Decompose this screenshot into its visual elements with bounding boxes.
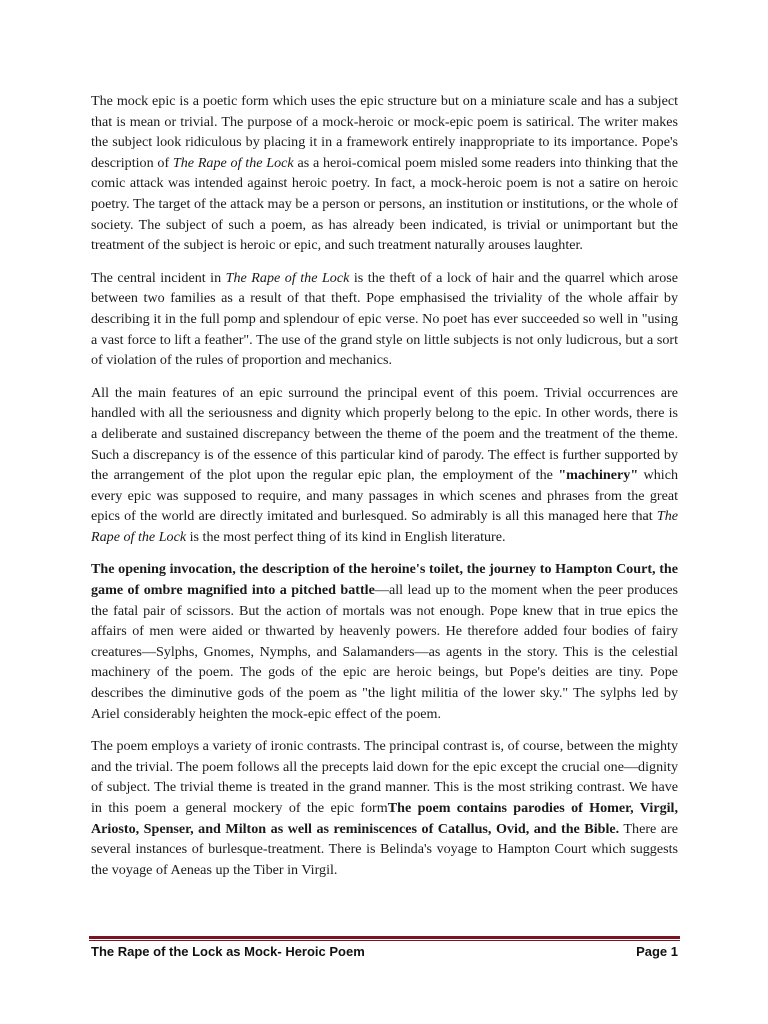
paragraph: [91, 268, 678, 371]
page-footer: [91, 944, 678, 959]
page-number: Page 1: [636, 944, 678, 959]
text-run: The central incident in: [91, 269, 226, 286]
italic-title-run: The Rape of the Lock: [172, 154, 294, 171]
bold-text-run: "machinery": [558, 467, 639, 484]
text-run: is the theft of a lock of hair and the quarrel which arose between two families as a result of that theft. Pope emphasised the triviality of the whole affair by describing it in the full pomp and splendour of epic verse. No poet has ever succeeded so well in "using a vast force to lift a feather". The use of the grand style on little subjects is not only ludicrous, but a sort of violation of the rules of proportion and mechanics.: [91, 269, 678, 369]
footer-rule: [89, 936, 680, 939]
text-run: The poem employs a variety of ironic contrasts. The principal contrast is, of course, between the mighty and the trivial. The poem follows all the precepts laid down for the epic except the crucial one—dignity of subject. The trivial theme is treated in the grand manner. This is the most striking contrast. We have in this poem a general mockery of the epic form: [91, 738, 678, 816]
paragraph: [91, 736, 678, 880]
footer-rule-thin: [89, 940, 680, 941]
bold-text-run: The poem contains parodies of Homer, Virgil, Ariosto, Spenser, and Milton as well as reminiscences of Catallus, Ovid, and the Bible.: [91, 800, 678, 837]
text-run: is the most perfect thing of its kind in English literature.: [186, 528, 506, 545]
footer-title: The Rape of the Lock as Mock- Heroic Poem: [91, 944, 365, 959]
text-run: as a heroi-comical poem misled some readers into thinking that the comic attack was intended against heroic poetry. In fact, a mock-heroic poem is not a satire on heroic poetry. The target of the attack may be a person or persons, an institution or institutions, or the whole of society. The subject of such a poem, as has already been indicated, is trivial or unimportant but the treatment of the subject is heroic or epic, and such treatment naturally arouses laughter.: [91, 154, 678, 254]
text-run: The mock epic is a poetic form which uses the epic structure but on a miniature scale and has a subject that is mean or trivial. The purpose of a mock-heroic or mock-epic poem is satirical. The writer makes the subject look ridiculous by placing it in a framework entirely inappropriate to its importance. Pope's description of: [91, 93, 678, 171]
text-run: All the main features of an epic surround the principal event of this poem. Trivial occurrences are handled with all the seriousness and dignity which properly belong to the epic. In other words, there is a deliberate and sustained discrepancy between the theme of the poem and the treatment of the theme. Such a discrepancy is of the essence of this particular kind of parody. The effect is further supported by the arrangement of the plot upon the regular epic plan, the employment of the: [91, 384, 678, 484]
text-run: —all lead up to the moment when the peer produces the fatal pair of scissors. But the action of mortals was not enough. Pope knew that in true epics the affairs of men were aided or thwarted by heavenly powers. He therefore added four bodies of fairy creatures—Sylphs, Gnomes, Nymphs, and Salamanders—as agents in the story. This is the celestial machinery of the poem. The gods of the epic are heroic beings, but Pope's deities are tiny. Pope describes the diminutive gods of the poem as "the light militia of the lower sky." The sylphs led by Ariel considerably heighten the mock-epic effect of the poem.: [91, 582, 678, 722]
paragraph: [91, 91, 678, 256]
italic-title-run: The Rape of the Lock: [225, 269, 350, 286]
bold-text-run: The opening invocation, the description of the heroine's toilet, the journey to Hampton Court, the game of ombre magnified into a pitched battle: [91, 561, 678, 599]
text-run: There are several instances of burlesque-treatment. There is Belinda's voyage to Hampton Court which suggests the voyage of Aeneas up the Tiber in Virgil.: [91, 820, 679, 878]
italic-title-run: The Rape of the Lock: [91, 508, 678, 545]
document-body: [91, 91, 678, 892]
text-run: which every epic was supposed to require, and many passages in which scenes and phrases from the great epics of the world are directly imitated and burlesqued. So admirably is all this managed here that: [91, 467, 678, 525]
paragraph: [91, 559, 678, 724]
paragraph: [91, 383, 678, 548]
